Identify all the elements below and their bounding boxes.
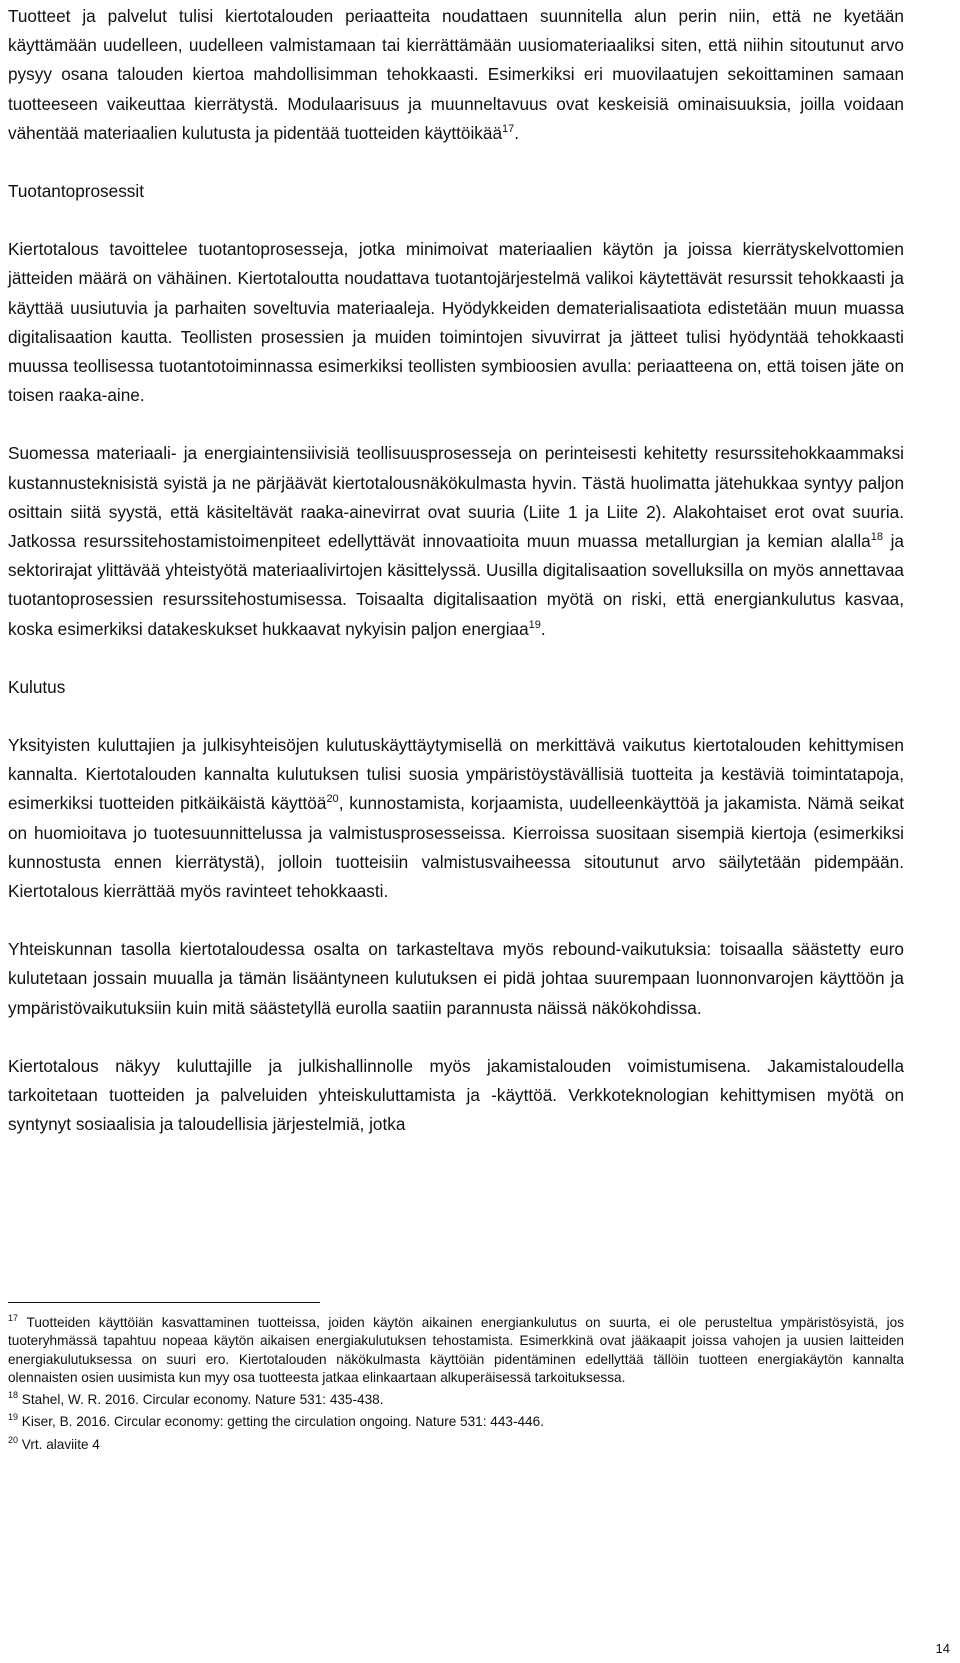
footnote-19: [8, 1413, 904, 1431]
paragraph-rebound: Yhteiskunnan tasolla kiertotaloudessa osalta on tarkasteltava myös rebound-vaikutuksia: toisaalla säästetty euro kulutetaan jossain muualla ja tämän lisääntyneen kulutuksen ei pidä johtaa suurempaan luonnonvarojen käyttöön ja ympäristövaikutuksiin kuin mitä säästetyllä eurolla saatiin parannusta näissä näkökohdissa.: [8, 939, 904, 1018]
footnote-text: Vrt. alaviite 4: [21, 1436, 100, 1452]
paragraph-sharing-economy: Kiertotalous näkyy kuluttajille ja julkishallinnolle myös jakamistalouden voimistumisena. Jakamistaloudella tarkoitetaan tuotteiden ja palveluiden yhteiskuluttamista ja -käyttöä. Verkkoteknologian kehittymisen myötä on syntynyt sosiaalisia ja taloudellisia järjestelmiä, jotka: [8, 1055, 904, 1135]
footnote-text: Stahel, W. R. 2016. Circular economy. Nature 531: 435-438.: [21, 1392, 384, 1408]
footnote-number: 20: [8, 1434, 19, 1445]
section-heading-production: Tuotantoprosessit: [8, 181, 144, 202]
footnote-number: 19: [8, 1412, 19, 1423]
footnote-text: Tuotteiden käyttöiän kasvattaminen tuotteissa, joiden käytön aikainen energiankulutus on suurta, ei ole perusteltua ympäristösyistä, jos tuoteryhmässä tapahtuu nopeaa käytön aikaisen energiakulutuksen tehostamista. Esimerkkinä ovat jääkaapit joissa vahojen ja uusien laitteiden energiakulutuksessa on suuri ero. Kiertotalouden näkökulmasta käyttöiän pidentäminen edellyttää tällöin tuotteen energiakäytön kannalta olennaisten osien uusimista kun myy osa tuotteesta jatkaa elinkaartaan alkuperäisessä tarkoituksessa.: [8, 1315, 905, 1385]
footnotes: [8, 1314, 904, 1454]
footnote-number: 18: [8, 1390, 19, 1401]
section-heading-consumption: Kulutus: [8, 676, 66, 697]
page-number: 14: [935, 1641, 950, 1656]
paragraph-text: Tuotteet ja palvelut tulisi kiertotalouden periaatteita noudattaen suunnitella alun perin niin, että ne kyetään käyttämään uudelleen, uudelleen valmistamaan tai kierrättämään uusiomateriaaliksi siten, että niihin sitoutunut arvo pysyy osana talouden kiertoa mahdollisimman tehokkaasti. Esimerkiksi eri muovilaatujen sekoittaminen samaan tuotteeseen vaikeuttaa kierrätystä. Modulaarisuus ja muunneltavuus ovat keskeisiä ominaisuuksia, joilla voidaan vähentää materiaalien kulutusta ja pidentää tuotteiden käyttöikää: [8, 6, 904, 143]
paragraph-design: Tuotteet ja palvelut tulisi kiertotalouden periaatteita noudattaen suunnitella alun perin niin, että ne kyetään käyttämään uudelleen, uudelleen valmistamaan tai kierrättämään uusiomateriaaliksi siten, että niihin sitoutunut arvo pysyy osana talouden kiertoa mahdollisimman tehokkaasti. Esimerkiksi eri muovilaatujen sekoittaminen samaan tuotteeseen vaikeuttaa kierrätystä. Modulaarisuus ja muunneltavuus ovat keskeisiä ominaisuuksia, joilla voidaan vähentää materiaalien kulutusta ja pidentää tuotteiden käyttöikää$^{17}$.: [8, 6, 904, 143]
footnote-18: [8, 1391, 904, 1409]
footnote-number: 17: [8, 1313, 19, 1323]
footnote-ref[interactable]: 17: [502, 122, 515, 135]
paragraph-production: Kiertotalous tavoittelee tuotantoprosesseja, jotka minimoivat materiaalien käytön ja joissa kierrätyskelvottomien jätteiden määrä on vähäinen. Kiertotaloutta noudattava tuotantojärjestelmä valikoi käytettävät resurssit tehokkaasti ja käyttää uusiutuvia ja parhaiten soveltuvia materiaaleja. Hyödykkeiden dematerialisaatiota edistetään muun muassa digitalisaation kautta. Teollisten prosessien ja muiden toimintojen sivuvirrat ja jätteet tulisi hyödyntää tehokkaasti muussa teollisessa tuotantotoiminnassa esimerkiksi teollisten symbioosien avulla: periaatteena on, että toisen jäte on toisen raaka-aine.: [8, 239, 904, 406]
paragraph-consumption: Yksityisten kuluttajien ja julkisyhteisöjen kulutuskäyttäytymisellä on merkittävä vaikutus kiertotalouden kehittymisen kannalta. Kiertotalouden kannalta kulutuksen tulisi suosia ympäristöystävällisiä tuotteita ja kestäviä toimintatapoja, esimerkiksi tuotteiden pitkäikäistä käyttöä$^{20}$, kunnostamista, korjaamista, uudelleenkäyttöä ja jakamista. Nämä seikat on huomioitava jo tuotesuunnittelussa ja valmistusprosesseissa. Kierroissa suositaan sisempiä kiertoja (esimerkiksi kunnostusta ennen kierrätystä), jolloin tuotteisiin valmistusvaiheessa sitoutunut arvo säilytetään pidempään. Kiertotalous kierrättää myös ravinteet tehokkaasti.: [8, 735, 905, 902]
footnote-17: [8, 1314, 904, 1387]
body-text: [8, 2, 904, 1140]
footnote-20: [8, 1436, 904, 1454]
footnote-ref[interactable]: 18: [870, 531, 883, 544]
footnote-divider: [8, 1302, 320, 1303]
footnote-ref[interactable]: 19: [528, 618, 541, 631]
paragraph-resource-efficiency: Suomessa materiaali- ja energiaintensiivisiä teollisuusprosesseja on perinteisesti kehitetty resurssitehokkaammaksi kustannusteknisistä syistä ja ne pärjäävät kiertotalousnäkökulmasta hyvin. Tästä huolimatta jätehukkaa syntyy paljon osittain siitä syystä, että käsiteltävät raaka-ainevirrat ovat suuria (Liite 1 ja Liite 2). Alakohtaiset erot ovat suuria. Jatkossa resurssitehostamistoimenpiteet edellyttävät innovaatioita muun muassa metallurgian ja kemian alalla$^{18}$ ja sektorirajat ylittävää yhteistyötä materiaalivirtojen käsittelyssä. Uusilla digitalisaation sovelluksilla on myös annettavaa tuotantoprosessien resurssitehostumisessa. Toisaalta digitalisaation myötä on riski, että energiankulutus kasvaa, koska esimerkiksi datakeskukset hukkaavat nykyisin paljon energiaa$^{19}$.: [8, 443, 904, 639]
footnote-text: Kiser, B. 2016. Circular economy: getting the circulation ongoing. Nature 531: 443-446.: [21, 1414, 544, 1430]
footnote-ref[interactable]: 20: [326, 793, 339, 806]
